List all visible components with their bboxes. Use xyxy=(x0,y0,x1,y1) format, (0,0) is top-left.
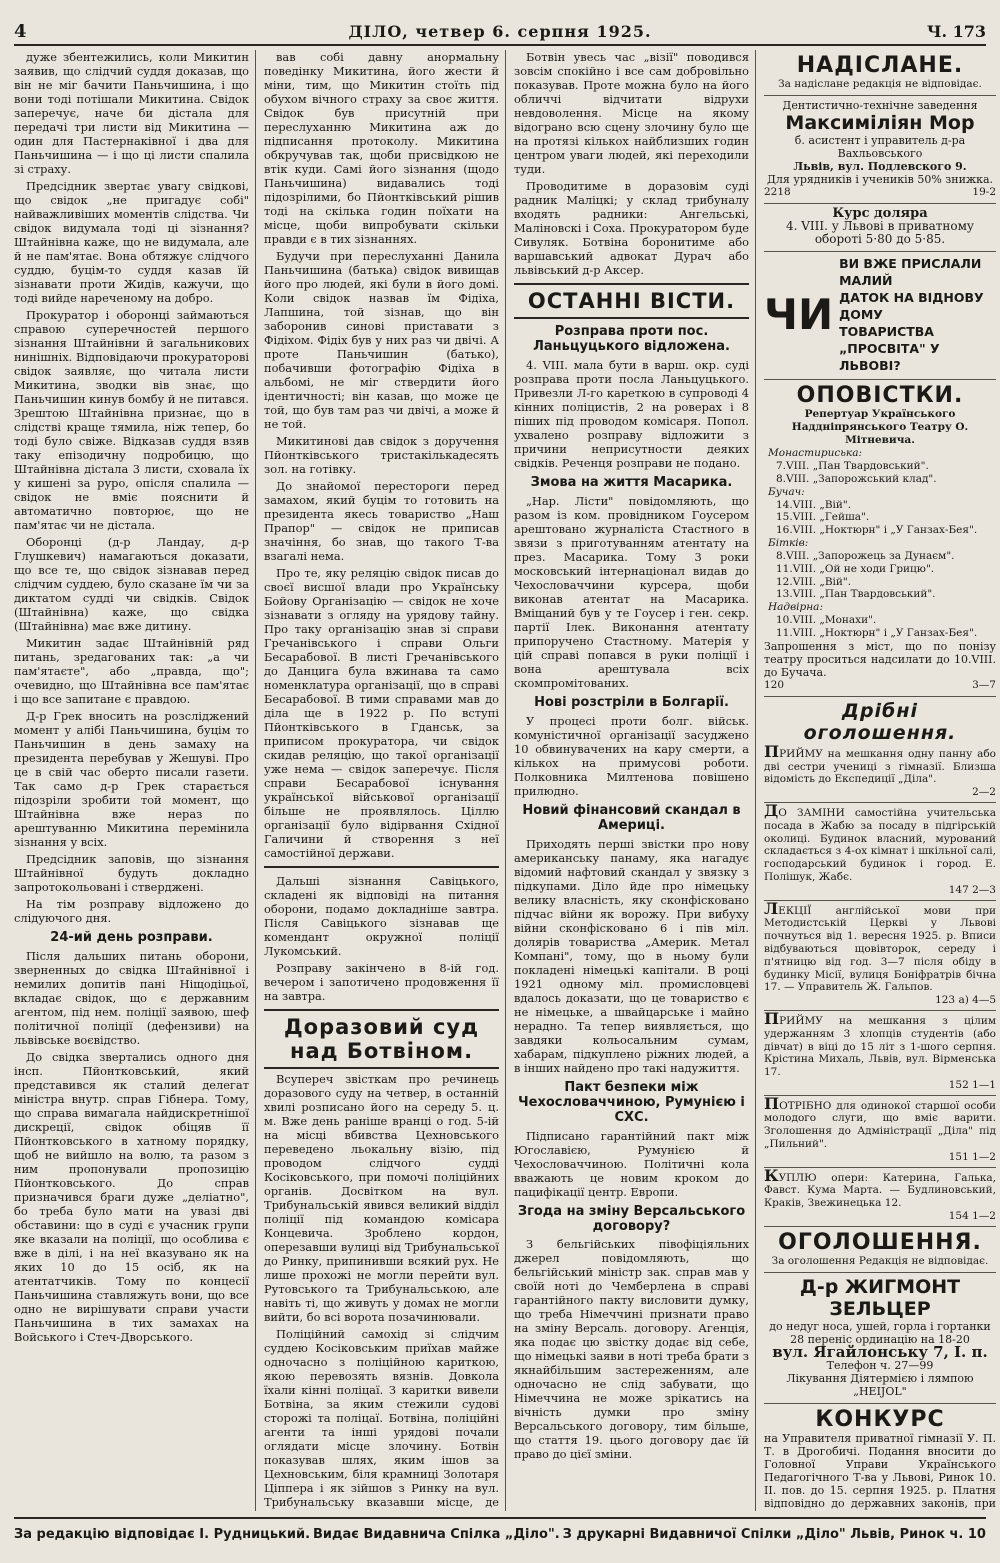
footer xyxy=(14,1517,986,1549)
column-4-ads xyxy=(764,50,996,1511)
repertoire-city: Монастириська: xyxy=(768,447,862,459)
small-ad xyxy=(764,898,996,1011)
article-paragraph: Розправу закінчено в 8-ій год. вечером і запотичено продовження її на завтра. xyxy=(264,961,499,1003)
news-paragraph: Приходять перші звістки про нову американську панаму, яка нагадує відомий нафтовий скандал у звязку з підкупами. Діло йде про німецьку велику власність, яку сконфісковано підчас війни як ворожу. При вибуху війни сконфісковано 6 і пів міл. долярів товариства „Америк. Метал Компані", тому, що в ньому були покладені німецькі капітали. В році 1921 одному міл. промисловцеві вдалось доказати, що це товариство є не німецьке, а швайцарське і майно нерадно. Та тепер виявляється, що завдяки кольосальним сумам, хабарам, підкуплено ріжних людей, а в інших найдено про такі надужиття. xyxy=(514,836,749,1075)
opovistky-section xyxy=(764,380,996,697)
small-ad-initial: П xyxy=(764,1093,780,1113)
small-ad xyxy=(764,1165,996,1227)
article-paragraph: На тім розправу відложено до слідуючого дня. xyxy=(14,897,249,925)
article-paragraph: Всупереч звісткам про речинець доразового суду на четвер, в останній хвилі розписано його на середу 5. ц. м. Вже день раніше вранці о год. 5-ій на місці вбивства Цехновського переведено льокальну візію, під проводом слідчого судді Косіковського, при помочі поліційних органів. Досвітком на вул. Трибунальській явився великий відділ поліції під командою комісара Концевича. Зроблено кордон, оперезавши вулиці від Трибунальської до Ринку, припинивши всякий рух. Не лише прохожі не могли перейти вул. Рутовського та Трибунальською, але навіть ті, що живуть у домах не могли вийти, бо всі ворота позачинювали. xyxy=(264,1072,499,1325)
ad-phone: Телефон ч. 27—99 xyxy=(826,1358,934,1372)
news-heading: Змова на життя Масарика. xyxy=(530,475,733,491)
dollar-rate xyxy=(764,204,996,252)
ad-line: ДАТОК НА ВІДНОВУ ДОМУ xyxy=(839,290,984,322)
repertoire-item: 8.VIII. „Запорожський клад". xyxy=(776,472,937,485)
repertoire-item: 15.VIII. „Гейша". xyxy=(776,511,870,524)
headline-botvin: Доразовий суд над Ботвіном. xyxy=(264,1009,499,1069)
small-ad-text: ЕКЦІЇ англійської мови при Методистській Церкві у Львові почнуться від 1. вересня 1925. р. Вписи відбуваються щовівторок, середу і п'ятницю від год. 3—7 після обіду в будинку Місії, вулиця Боніфратрів бічна 17. — Управитель Ж. Гальпов. xyxy=(764,904,996,994)
prosvita-glyph: ЧИ xyxy=(764,289,834,339)
repertoire-item: 11.VIII. „Ой не ходи Грицю". xyxy=(776,562,935,575)
small-ad-initial: П xyxy=(764,741,780,761)
page-number: 4 xyxy=(14,20,27,42)
columns xyxy=(14,50,996,1511)
doctor-ad xyxy=(764,1273,996,1404)
footer-editor: За редакцію відповідає І. Рудницький. xyxy=(14,1526,311,1542)
section-title: Дрібні оголошення. xyxy=(803,699,957,744)
ogoloshennia-section xyxy=(764,1227,996,1273)
repertoire-item: 14.VIII. „Вій". xyxy=(776,498,852,511)
ad-line: б. асистент і управитель д-ра Вахльовського xyxy=(794,134,966,160)
ad-numbers xyxy=(764,186,996,198)
ad-name: Максиміліян Мор xyxy=(785,112,975,134)
article-paragraph: До свідка звертались одного дня інсп. Пйонтковський, який представився як сталий делегат міністра внутр. справ Гібнера. Тому, що справа вимагала найдискретнішої дискреції, свідок обіцяв її Пйонтковського в хатному порядку, щоб не вийшло на волю, та разом з ним пропонували пропозицію Пйонтковського. До справ призначився браги дуже „деліатно", бо треба було мати на увазі дві обставини: що в суді є учасник групи яке вказали на поліції, що особлива є вже в ділі, і на неї вказувано як на яких 10 до 15 осіб, як на атентатчиків. Тому по концесії Паньчишина ставляжуть вони, що все одно не вирішувати справи участи Паньчишина в тих замахах на Войського і Стеч-Дворського. xyxy=(14,1049,249,1344)
footer-publisher: Видає Видавнича Спілка „Діло". xyxy=(312,1526,560,1542)
news-heading: Пакт безпеки між Чехословаччиною, Румунією і СХС. xyxy=(518,1079,745,1125)
small-ad-number: 123 а) 4—5 xyxy=(935,994,996,1007)
small-ad-text: РИЙМУ на мешкання одну панну або дві сестри учениці з гімназії. Близша відомість до Експедиції „Діла". xyxy=(764,747,996,786)
ad-title: КОНКУРС xyxy=(815,1406,945,1432)
column-2 xyxy=(264,50,506,1511)
ad-number: 3—7 xyxy=(972,678,996,691)
news-heading: Новий фінансовий скандал в Америці. xyxy=(522,802,741,833)
small-ad-number: 151 1—2 xyxy=(948,1150,996,1163)
small-ads-list xyxy=(764,741,996,1227)
small-ad-text: ОТРІБНО для одинокої старшої особи молодого слуги, що вміє варити. Зголошення до Адміністрації „Діла" під „Пильний". xyxy=(764,1099,996,1151)
prosvita-ad xyxy=(764,252,996,380)
repertoire-item: 7.VIII. „Пан Твардовський". xyxy=(776,460,929,472)
ad-number: 19-2 xyxy=(972,186,996,198)
repertoire-item: 11.VIII. „Ноктюрн" і „У Ганзах-Бея". xyxy=(776,626,978,639)
repertoire-title: Репертуар Українського Наддніпрянського Театру О. Мітневича. xyxy=(791,408,969,446)
news-paragraph: Підписано гарантійний пакт між Югославією, Румунією й Чехословаччиною. Політичні кола вважають це новим кроком до пацифікації центр. Европи. xyxy=(514,1128,749,1199)
news-heading: Нові розстріли в Болгарії. xyxy=(534,694,729,710)
article-paragraph: Микитин задає Штайнівній ряд питань, зредагованих так: „а чи пам'ятаєте", або „правда, що"; очевидно, що Штайнівна все пам'ятає і що все запитане є правдою. xyxy=(14,636,249,706)
news-paragraph: З бельгійських півофіціяльних джерел повідомляють, що бельгійський міністр зак. справ мав у своїй ноті до Чемберлена в справі гарантійного пакту висловити думку, що треба Німеччині признати право на зміну Версаль. договору. Агенція, яка подає цю звістку додає від себе, що німецькі заяви в ноті треба брати з якнайбільшим застереженням, але одночасно не слід забувати, що Німеччина не може зрікатись на вічність думки про зміну Версальського договору, тим більше, що стаття 19. цього договору дає їй право до цієї зміни. xyxy=(514,1237,749,1462)
small-ad xyxy=(764,741,996,803)
issue-number: Ч. 173 xyxy=(926,21,986,41)
small-ad xyxy=(764,800,996,901)
ad-line: 4. VIII. у Львові в приватному обороті 5·80 до 5·85. xyxy=(785,219,974,246)
small-ad-text: О ЗАМІНИ самостійна учительська посада в Жабю за посаду в підгірській околиці. Будинок власний, мурований складається з 4-ох кімнат і шкільної салі, господарський будинок і город. Е. Полішук, Жабє. xyxy=(764,806,996,883)
konkurs-ad xyxy=(764,1404,996,1511)
article-paragraph: Прокуратор і оборонці займаються справою суперечностей першого зізнання Штайнівни й загальникових нинішніх. Відповідаючи прокураторові свідок заявляє, що читала листи Микитина, зводки вів знає, що Паньчишин кинув бомбу й не питався. Зрештою Штайнівна признає, що в слідстві краще тямила, ніж тепер, бо тоді було свіже. Відказав суддя взяв таку епізодичну подробицю, що Штайнівна дістала 3 листи, сховала їх у кишені за руро, опісля спалила — свідок не вміє пояснити й автоматично повторює, що не пам'ятає чи не дістала. xyxy=(14,308,249,532)
ad-line: ВИ ВЖЕ ПРИСЛАЛИ МАЛИЙ xyxy=(839,256,982,288)
article-paragraph: Дальші зізнання Савіцького, складені як відповіді на питання оборони, подамо докладніше завтра. Після Савіцького зізнавав ще комендант окружної поліції Лукомський. xyxy=(264,874,499,958)
news-heading: Розправа проти пос. Ланьцуцького відложена. xyxy=(533,324,730,355)
section-note: За оголошення Редакція не відповідає. xyxy=(771,1254,989,1267)
article-paragraph: Проводитиме в доразовім суді радник Маліцкі; у склад трибуналу входять радники: Ангельські, Маліновскі і Соха. Прокуратором буде Сивуляк. Ботвіна боронитиме або варшавський адвокат Дурач або львівський д-р Аксер. xyxy=(514,179,749,277)
article-paragraph: Поліційний самохід зі слідчим суддею Косіковським приїхав майже одночасно з поліційною кариткою, якою перевозять вязнів. Довкола їхали кінні поліцаї. З каритки вивели Ботвіна, за яким стежили судові сторожі та поліцаї. Ботвіна, поліційні агенти та інші урядові почали оглядати місце злочину. Ботвін показував шлях, яким ішов за Цехновським, біля крамниці Золотаря Ціппера і як зійшов з Ринку на вул. Трибунальську вказавши місце, де xyxy=(264,1327,499,1510)
article-paragraph: Предсідник звертає увагу свідкові, що свідок „не пригадує собі" найважливіших моментів слідства. Чи свідок видумала тоді ці зізнання? Штайнівна каже, що не видумала, але й не пам'ятає. Вона обтяжує слідчого суддю, буцім-то суддя казав їй зізнавати проти Жидів, кажучи, що тоді вийде нареченому на добро. xyxy=(14,179,249,305)
masthead xyxy=(14,18,986,46)
news-paragraph: У процесі проти болг. військ. комуністичної організації засуджено 10 обвинувачених на кару смерти, а кількох на примусові роботи. Полковника Милтенова повішено прилюдно. xyxy=(514,713,749,798)
small-ad-initial: К xyxy=(764,1165,779,1185)
ad-numbers xyxy=(764,679,996,691)
repertoire-item: 13.VIII. „Пан Твардовський". xyxy=(776,588,936,601)
ad-title: Курс доляра xyxy=(832,206,928,221)
repertoire-note: Запрошення з міст, що по понізу театру проситься надсилати до 10.VIII. до Бучача. xyxy=(764,639,996,679)
repertoire-city: Надвірна: xyxy=(768,601,823,614)
ad-address: Львів, вул. Подлевского 9. xyxy=(793,160,967,173)
repertoire-item: 12.VIII. „Вій". xyxy=(776,575,852,588)
prosvita-text xyxy=(839,255,996,374)
ad-line: Для урядників і учеників 50% знижка. xyxy=(766,173,993,186)
ad-line: ТОВАРИСТВА „ПРОСВІТА" У ЛЬВОВІ? xyxy=(839,324,940,373)
article-paragraph: Предсідник заповів, що зізнання Штайнівної будуть докладно запротокольовані і стверджені. xyxy=(14,852,249,894)
small-ad-initial: Л xyxy=(764,898,779,918)
section-note: За надіслане редакція не відповідає. xyxy=(778,78,982,90)
ad-line: Дентистично-технічне заведення xyxy=(782,99,978,112)
small-ad-initial: П xyxy=(764,1008,780,1028)
section-latest-news: ОСТАННІ ВІСТИ. xyxy=(514,283,749,319)
article-paragraph: Ботвін увесь час „візії" поводився зовсім спокійно і все сам добровільно показував. Проте можна було на його обличчі відчитати відрухи невдоволення. Місце на якому відограно всю сцену злочину було ще на протязі кількох найблизших годин центром уваги людей, які переходили туди. xyxy=(514,50,749,176)
subheading: 24-ий день розправи. xyxy=(50,930,213,945)
repertoire-item: 8.VIII. „Запорожець за Дунаєм". xyxy=(776,549,955,562)
article-paragraph: Після дальших питань оборони, зверненных до свідка Штайнівної і немилих допитів пані Ніщодіцьої, вкладає свідок, що є державним агентом, під нем. поліції заявою, шеф політичної поліції (дефензиви) на львівське воєвідство. xyxy=(14,948,249,1047)
repertoire-city: Бітків: xyxy=(768,536,809,549)
ad-address: вул. Ягайлонську 7, І. п. xyxy=(772,1342,988,1361)
column-1 xyxy=(14,50,256,1511)
article-paragraph: Будучи при переслуханні Данила Паньчишина (батька) свідок вивищав його про людей, які були в його домі. Коли свідок назвав їм Фідіха, Лапшина, той зізнав, що він заборонив синові приставати з Фідіхом. Фідіх був у них раз чи двічі. А проте Паньчишин (батько), побачивши фотографію Фідіха в альбомі, не міг ствердити його ідентичності; він казав, що може це той, що був там раз чи двічі, а може й не той. xyxy=(264,249,499,431)
ad-number: 120 xyxy=(764,678,785,691)
ad-line: на Управителя приватної гімназії У. П. Т. в Дрогобичі. Подання вносити до Головної Управи Українського Педагогічного Т-ва у Львові, Ринок 10. II. пов. до 15. серпня 1925. р. Платня відповідно до державних законів, при xyxy=(764,1431,996,1510)
article-paragraph: вав собі давну анормальну поведінку Микитина, його жести й міни, тим, що Микитин стоїть під обухом вічного страху за своє життя. Свідок був присутній при переслуханню Микитина аж до підписання протоколу. Микитина обкручував так, щоби присвідкою не втік куди. Самі його зізнання (щодо Паньчишина) видавались тоді підозрілими, бо Пйонтківський рішив тоді на скілька годин поїхати на місце, щоби випробувати скільки правди є в тих зізнаннях. xyxy=(264,50,499,246)
small-ad-number: 147 2—3 xyxy=(948,883,996,896)
ad-line: 28 переніс ординацію на 18-20 xyxy=(790,1332,970,1346)
article-paragraph: Оборонці (д-р Ландау, д-р Глушкевич) намагаються доказати, що все те, що свідок зізнавав перед слідчим суддею, було сказане їм чи за диктатом судді чи свідків. Свідок (Штайнівна) каже, що свідка (Штайнівна) має вже дитину. xyxy=(14,535,249,633)
article-paragraph: Про те, яку реляцію свідок писав до своєї висшої влади про Українську Бойову Організацію — свідок не хоче зізнавати з огляду на урядову тайну. Про таку організацію знав зі справи Гречанівського і справи Ольги Бесарабової. В листі Гречанівського до Данцига була вжинава та само номенклатура організації, що в справі Бесарабової. В тими справами мав до діла ще в 1922 р. По вступі Пйонтківського в Гданськ, за приписом прокуратора, чи свідок скидав реляцію, що такої організації уже нема — свідок заперечує. Після справи Бесарабової існування української військової організації більше не проявлялось. Ціллю організації було відірвання Східної Галичини й створення з неї самостійної держави. xyxy=(264,566,499,860)
dentist-ad xyxy=(764,96,996,204)
article-paragraph: До знайомої перестороги перед замахом, який буцім то готовить на президента якесь товариство „Наш Прапор" — свідок не приписав значіння, бо знав, що такого Т-ва взагалі нема. xyxy=(264,479,499,563)
small-ad-initial: Д xyxy=(764,800,779,820)
ad-line: до недуг носа, ушей, горла і гортанки xyxy=(769,1319,991,1333)
small-ad xyxy=(764,1093,996,1168)
ad-number: 2218 xyxy=(764,186,791,198)
small-ad-text: УПЛЮ опери: Катерина, Галька, Фавст. Кума Марта. — Будлиновський, Краків, Звежинецька 12. xyxy=(764,1171,996,1210)
column-3 xyxy=(514,50,756,1511)
small-ad xyxy=(764,1008,996,1096)
article-paragraph: Микитинові дав свідок з доручення Пйонтківського тристакількадесять зол. на готівку. xyxy=(264,434,499,476)
small-ads-header xyxy=(764,697,996,744)
ad-line: Лікування Діятермією і лямпою „HEIJOL" xyxy=(786,1371,974,1398)
section-title: ОГОЛОШЕННЯ. xyxy=(778,1229,982,1255)
small-ad-number: 152 1—1 xyxy=(948,1078,996,1091)
repertoire-item: 16.VIII. „Ноктюрн" і „У Ганзах-Бея". xyxy=(776,524,978,537)
masthead-title: ДІЛО, четвер 6. серпня 1925. xyxy=(348,21,652,41)
footer-printer: З друкарні Видавничої Спілки „Діло" Львів, Ринок ч. 10 xyxy=(562,1526,986,1542)
article-paragraph: Д-р Грек вносить на розсліджений момент у алібі Паньчишина, буцім то Паньчишин в день замаху на президента перебував у Жешуві. Про це в свій час оберто писали газети. Так само д-р Грек старається підозріли зробити той момент, що Штайнівна вже нераз по арештуванню Микитина перемінила зізнання у всіх. xyxy=(14,709,249,849)
small-ad-number: 154 1—2 xyxy=(948,1210,996,1223)
repertoire-city: Бучач: xyxy=(768,485,805,498)
nadislane-section xyxy=(764,50,996,96)
small-ad-number: 2—2 xyxy=(972,786,996,799)
section-title: НАДІСЛАНЕ. xyxy=(796,53,964,78)
repertoire-item: 10.VIII. „Монахи". xyxy=(776,614,877,627)
section-title: ОПОВІСТКИ. xyxy=(796,383,964,408)
news-paragraph: 4. VIII. мала бути в варш. окр. суді розправа проти посла Ланьцуцького. Привезли Л-го кареткою в супроводі 4 кінних поліцистів, 2 на роверах і 8 піших під проводом комісаря. Попол. ухвалено розправу відложити з причини неприсутности деяких свідків. Реченця розправи не подано. xyxy=(514,358,749,471)
divider xyxy=(264,866,499,868)
small-ad-text: РИЙМУ на мешкання з цілим удержанням 3 хлопців студентів (або дівчат) в віці до 15 літ з 1-шого серпня. Крістина Михаль, Львів, вул. Вірменська 17. xyxy=(764,1014,996,1079)
news-paragraph: „Нар. Лісти" повідомляють, що разом із ком. провідником Гоусером арештовано журналіста Стастного в звязи з приготуванням атентату на през. Масарика. Тому 3 роки московський інтернаціонал видав до Чехословаччини курсера, щоби виконав атентат на Масарика. Вміщаний був у те Гоусер і ген. секр. партії Ілек. Виконання атентату припоручено Стастному. Матерія у цій справі попався в руки поліції і вона арештувала всіх скомпромітованих. xyxy=(514,493,749,690)
ad-name: Д-р ЖИГМОНТ ЗЕЛЬЦЕР xyxy=(799,1275,961,1320)
news-heading: Згода на зміну Версальського договору? xyxy=(517,1203,746,1234)
article-paragraph: дуже збентежились, коли Микитин заявив, що слідчий суддя доказав, що він не міг бачити Паньчишина, і що вони тоді потішали Микитина. Свідок заперечує, наче би дістала для передачі три листи від Микитина — один для Пастернаківної і два для Паньчишина — і що ці листи спалила зі страху. xyxy=(14,50,249,176)
